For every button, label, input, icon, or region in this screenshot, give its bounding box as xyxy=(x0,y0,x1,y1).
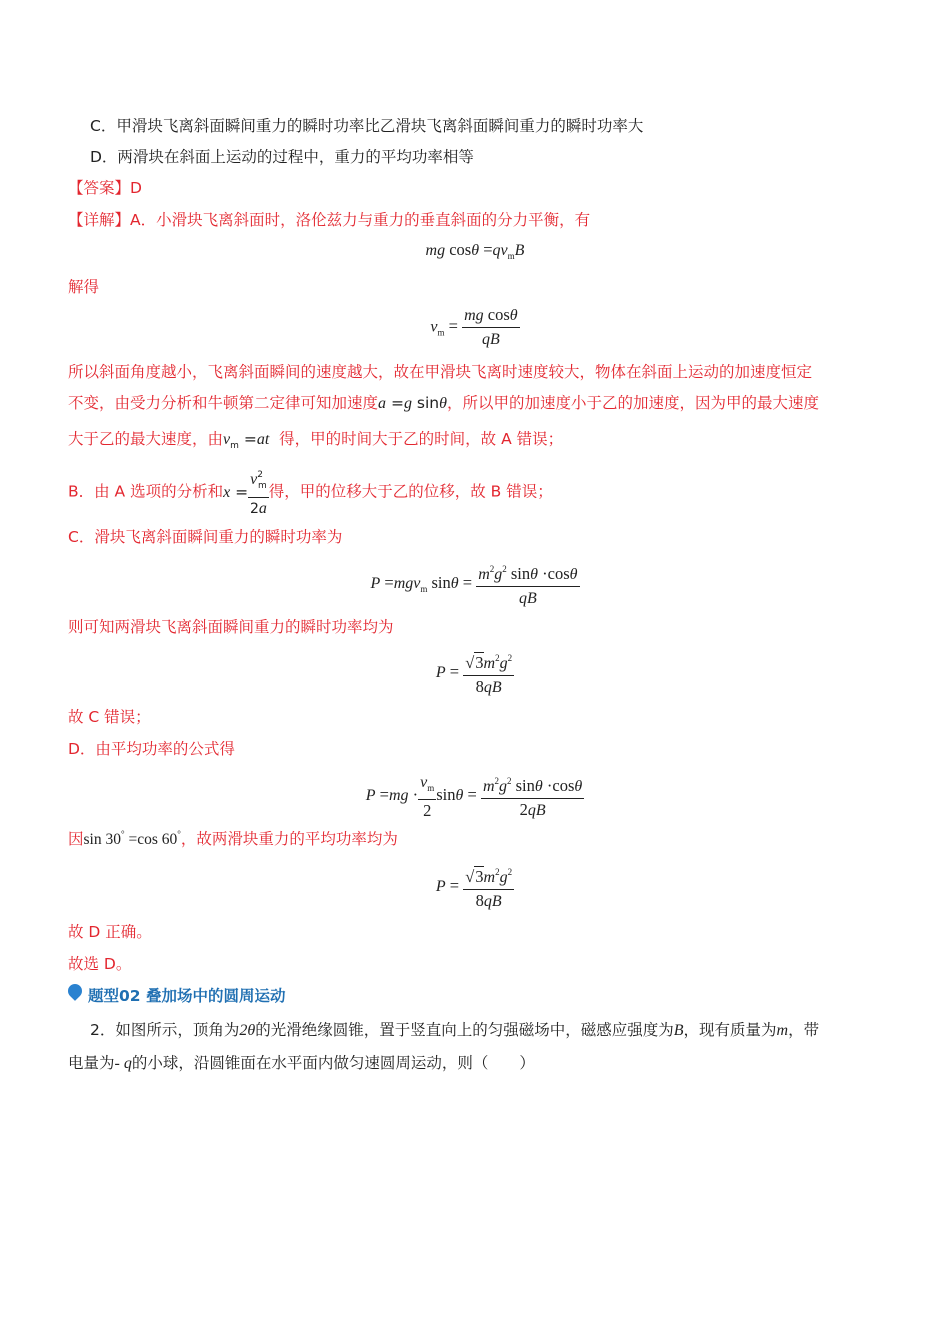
equation-force-balance: mg $\cos\theta =qv_mB$ xyxy=(425,240,525,261)
detail-d-because-b: ，故两滑块重力的平均功率均为 xyxy=(180,830,398,848)
answer-value: D xyxy=(130,179,142,197)
para1-line3a: 大于乙的最大速度，由 xyxy=(68,430,224,448)
detail-d-intro: D．由平均功率的公式得 xyxy=(68,740,235,758)
q2-line2b: 的小球，沿圆锥面在水平面内做匀速圆周运动，则（ ） xyxy=(131,1054,535,1072)
q2-angle: 2θ xyxy=(239,1022,256,1039)
q2-line1a: 2．如图所示，顶角为 xyxy=(90,1021,240,1039)
detail-b-b: 得，甲的位移大于乙的位移，故 B 错误； xyxy=(268,482,553,501)
detail-c-then: 则可知两滑块飞离斜面瞬间重力的瞬时功率均为 xyxy=(68,618,394,636)
detail-c-wrong: 故 C 错误； xyxy=(68,708,151,726)
para1-line3 xyxy=(68,427,563,451)
solve-text: 解得 xyxy=(68,278,100,296)
option-d: D．两滑块在斜面上运动的过程中，重力的平均功率相等 xyxy=(90,148,474,166)
formula-x: x = $\frac{v^2_m}{2a}$ xyxy=(223,483,269,501)
answer-label: 【答案】 xyxy=(68,179,131,197)
q2-line1c: ，现有质量为 xyxy=(683,1021,777,1039)
equation-vm: $v_m$ = $\frac{\text{mg cosθ}}{qB}$ xyxy=(430,305,518,348)
detail-b-a: B．由 A 选项的分析和 xyxy=(68,482,224,501)
equation-instant-power: P =mgv$_m$ sinθ = $\frac{m^2g^2 \sin\theta \cdot\cos\theta}{qB}$ xyxy=(0,558,950,610)
detail-d-because xyxy=(68,827,398,849)
answer-line xyxy=(68,176,142,198)
equation-avg-power: P =mg · $\frac{v_m}{2}$ sinθ = $\frac{m^2g^2 \sin\theta \cdot\cos\theta}{2qB}$ xyxy=(0,770,950,822)
detail-label: 【详解】 xyxy=(68,211,131,229)
q2-var-b: B xyxy=(673,1022,684,1039)
question2-line2 xyxy=(68,1051,535,1073)
detail-a-text: A．小滑块飞离斜面时，洛伦兹力与重力的垂直斜面的分力平衡，有 xyxy=(130,211,591,229)
q2-line1b: 的光滑绝缘圆锥，置于竖直向上的匀强磁场中，磁感应强度为 xyxy=(255,1021,674,1039)
formula-vm-at: $v_m =at$ xyxy=(223,430,270,451)
detail-c-intro: C．滑块飞离斜面瞬间重力的瞬时功率为 xyxy=(68,528,343,546)
para1-line2a: 不变，由受力分析和牛顿第二定律可知加速度 xyxy=(68,394,379,412)
q2-line2a: 电量为 xyxy=(68,1054,115,1072)
equation-power-result-1: P = $\frac{√3m^2g^2}{8qB}$ xyxy=(0,647,950,699)
option-c: C．甲滑块飞离斜面瞬间重力的瞬时功率比乙滑块飞离斜面瞬间重力的瞬时功率大 xyxy=(90,117,644,135)
q2-line1d: ，带 xyxy=(788,1021,820,1039)
para1-line2 xyxy=(68,391,819,413)
detail-d-correct: 故 D 正确。 xyxy=(68,923,152,941)
q2-var-m: m xyxy=(776,1022,789,1039)
para1-line1: 所以斜面角度越小，飞离斜面瞬间的速度越大，故在甲滑块飞离时速度较大，物体在斜面上运动的加速度恒定 xyxy=(68,363,813,381)
para1-line3b: 得，甲的时间大于乙的时间，故 A 错误； xyxy=(279,430,564,448)
detail-a-intro xyxy=(68,208,590,230)
q2-var-q: - q xyxy=(114,1055,132,1072)
para1-line2b: ，所以甲的加速度小于乙的加速度，因为甲的最大速度 xyxy=(446,394,819,412)
question2-line1 xyxy=(90,1018,819,1040)
detail-choose: 故选 D。 xyxy=(68,955,132,973)
formula-accel: a =g sinθ xyxy=(378,394,447,412)
location-pin-icon xyxy=(65,981,85,1001)
equation-power-result-2: P = $\frac{√3m^2g^2}{8qB}$ xyxy=(0,861,950,913)
detail-b xyxy=(68,464,553,520)
formula-sin-cos: sin 30° =cos 60° xyxy=(83,829,181,848)
section-title: 题型02 叠加场中的圆周运动 xyxy=(88,987,286,1005)
detail-d-because-a: 因 xyxy=(68,830,84,848)
